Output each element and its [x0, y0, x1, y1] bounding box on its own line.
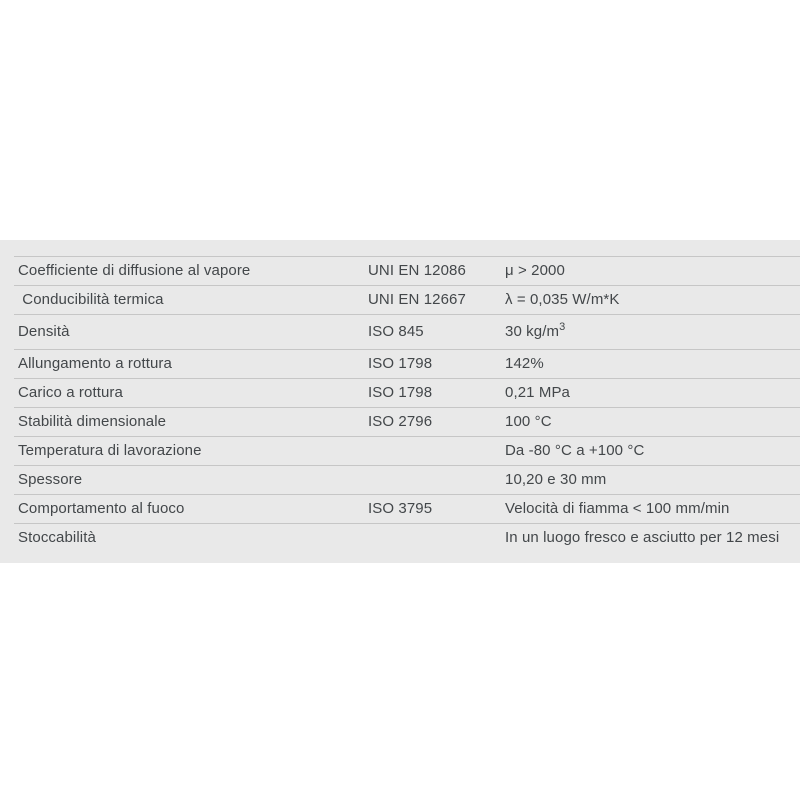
standard-label: ISO 3795: [368, 500, 433, 517]
value-text: 100 °C: [505, 413, 552, 430]
value-cell: [505, 471, 800, 489]
property-label: Densità: [18, 323, 70, 340]
table-row: [14, 256, 800, 285]
table-row: [14, 523, 800, 552]
table-row: [14, 285, 800, 314]
standard-label: ISO 2796: [368, 413, 433, 430]
table-row: [14, 407, 800, 436]
value-text: μ > 2000: [505, 262, 565, 279]
value-cell: [505, 529, 800, 547]
value-text: 30 kg/m: [505, 323, 560, 340]
value-text: λ = 0,035 W/m*K: [505, 291, 620, 308]
standard-label: ISO 1798: [368, 384, 433, 401]
value-text: 0,21 MPa: [505, 384, 571, 401]
spec-table: [0, 240, 800, 563]
value-text: Da -80 °C a +100 °C: [505, 442, 645, 459]
value-superscript: 3: [559, 321, 566, 333]
property-label: Comportamento al fuoco: [18, 500, 185, 517]
standard-label: UNI EN 12667: [368, 291, 466, 308]
property-label: Carico a rottura: [18, 384, 123, 401]
property-label: Allungamento a rottura: [18, 355, 172, 372]
property-label: Conducibilità termica: [18, 291, 164, 308]
property-label: Coefficiente di diffusione al vapore: [18, 262, 251, 279]
table-row: [14, 436, 800, 465]
property-label: Stabilità dimensionale: [18, 413, 167, 430]
standard-label: UNI EN 12086: [368, 262, 466, 279]
value-cell: [505, 355, 800, 373]
table-row: [14, 378, 800, 407]
table-row: [14, 349, 800, 378]
standard-label: ISO 845: [368, 323, 424, 340]
value-cell: [505, 500, 800, 518]
standard-label: ISO 1798: [368, 355, 433, 372]
value-cell: [505, 413, 800, 431]
value-cell: [505, 442, 800, 460]
property-label: Stoccabilità: [18, 529, 96, 546]
value-cell: [505, 384, 800, 402]
property-label: Spessore: [18, 471, 83, 488]
value-cell: [505, 323, 800, 341]
property-label: Temperatura di lavorazione: [18, 442, 202, 459]
table-row: [14, 465, 800, 494]
table-row: [14, 494, 800, 523]
value-text: Velocità di fiamma < 100 mm/min: [505, 500, 730, 517]
value-text: 10,20 e 30 mm: [505, 471, 607, 488]
table-row: [14, 314, 800, 349]
value-text: 142%: [505, 355, 544, 372]
value-cell: [505, 262, 800, 280]
value-cell: [505, 291, 800, 309]
value-text: In un luogo fresco e asciutto per 12 mesi: [505, 529, 780, 546]
